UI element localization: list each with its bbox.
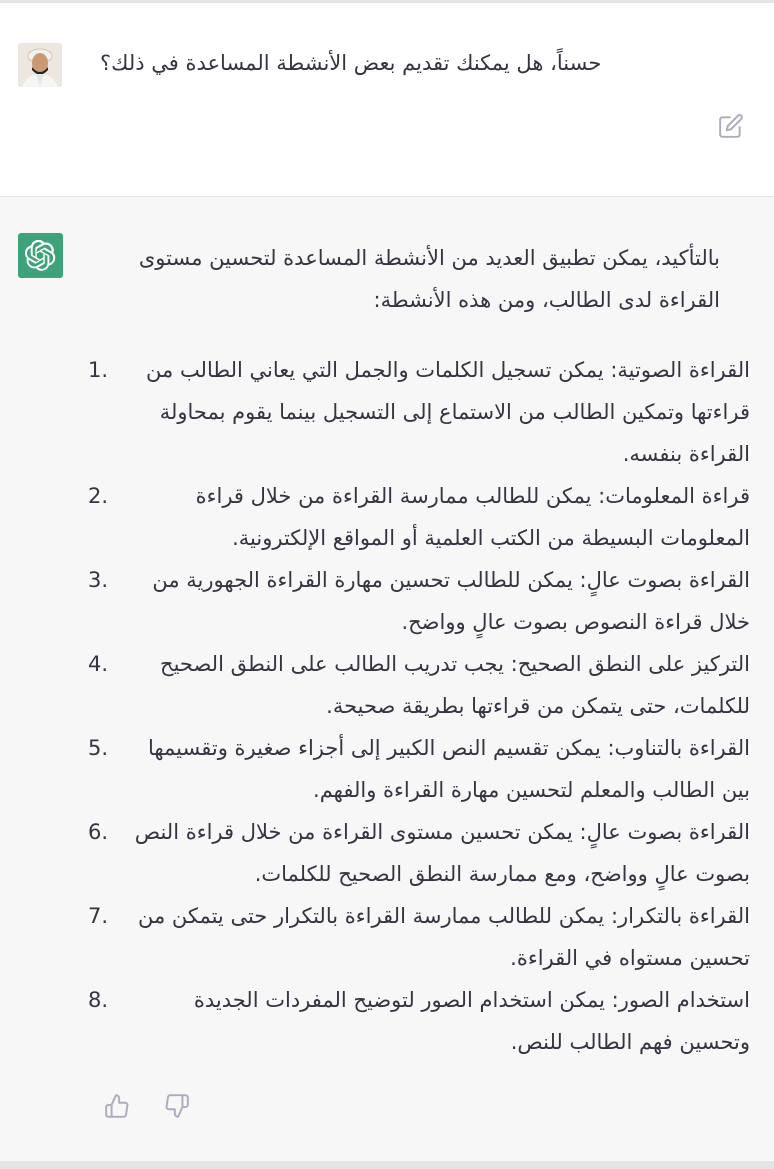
list-item-text: التركيز على النطق الصحيح: يجب تدريب الطالب على النطق الصحيح للكلمات، حتى يتمكن من قراءتها بطريقة صحيحة.: [160, 652, 750, 718]
list-item-text: قراءة المعلومات: يمكن للطالب ممارسة القراءة من خلال قراءة المعلومات البسيطة من الكتب العلمية أو المواقع الإلكترونية.: [195, 484, 750, 550]
user-message-text: حسناً، هل يمكنك تقديم بعض الأنشطة المساعدة في ذلك؟: [100, 51, 602, 75]
list-item-number: 5.: [88, 736, 109, 760]
list-item-text: القراءة بالتكرار: يمكن للطالب ممارسة القراءة بالتكرار حتى يتمكن من تحسين مستواه في القراءة.: [137, 904, 750, 970]
list-item-number: 6.: [88, 820, 109, 844]
assistant-message-block: [0, 197, 774, 1161]
thumbs-up-icon[interactable]: [104, 1093, 130, 1119]
list-item-number: 1.: [88, 358, 109, 382]
list-item-text: القراءة بصوت عالٍ: يمكن تحسين مستوى القراءة من خلال قراءة النص بصوت عالٍ وواضح، ومع ممارسة النطق الصحيح للكلمات.: [134, 820, 750, 886]
list-item-number: 4.: [88, 652, 109, 676]
thumbs-down-icon[interactable]: [164, 1093, 190, 1119]
list-item-text: استخدام الصور: يمكن استخدام الصور لتوضيح المفردات الجديدة وتحسين فهم الطالب للنص.: [193, 988, 750, 1054]
openai-logo-icon: [25, 240, 56, 271]
list-item-number: 8.: [88, 988, 109, 1012]
edit-icon[interactable]: [718, 113, 744, 139]
list-item-number: 7.: [88, 904, 109, 928]
assistant-intro-text: بالتأكيد، يمكن تطبيق العديد من الأنشطة المساعدة لتحسين مستوى القراءة لدى الطالب، ومن هذه الأنشطة:: [138, 246, 720, 312]
user-avatar: [18, 43, 62, 87]
list-item-text: القراءة الصوتية: يمكن تسجيل الكلمات والجمل التي يعاني الطالب من قراءتها وتمكين الطالب من الاستماع إلى التسجيل بينما يقوم بمحاولة القراءة بنفسه.: [146, 358, 750, 466]
bottom-divider: [0, 1161, 774, 1169]
list-item-number: 3.: [88, 568, 109, 592]
user-message-block: [0, 3, 774, 197]
list-item-text: القراءة بالتناوب: يمكن تقسيم النص الكبير إلى أجزاء صغيرة وتقسيمها بين الطالب والمعلم لتحسين مهارة القراءة والفهم.: [147, 736, 750, 802]
assistant-avatar: [18, 233, 63, 278]
list-item-text: القراءة بصوت عالٍ: يمكن للطالب تحسين مهارة القراءة الجهورية من خلال قراءة النصوص بصوت عالٍ وواضح.: [152, 568, 750, 634]
list-item-number: 2.: [88, 484, 109, 508]
